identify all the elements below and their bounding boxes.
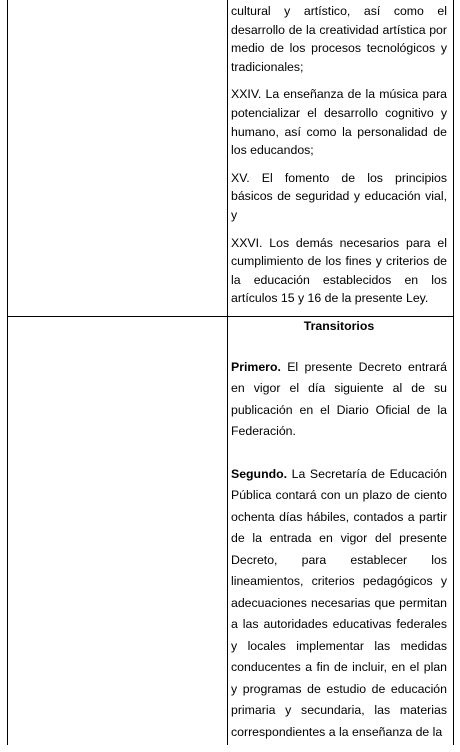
paragraph-continuation: cultural y artístico, así como el desarrollo de la creatividad artística por medio de los procesos tecnológicos y tradicionales; [231, 4, 447, 74]
paragraph-xxiv: XXIV. La enseñanza de la música para potencializar el desarrollo cognitivo y humano, así como la personalidad de los educandos; [231, 87, 447, 158]
table-divider-middle [227, 0, 228, 745]
row1-right-cell [231, 2, 447, 308]
segundo-label: Segundo. [231, 466, 288, 481]
document-table [7, 0, 454, 745]
section-title: Transitorios [303, 319, 375, 333]
row2-right-cell [231, 316, 447, 743]
segundo-text: La Secretaría de Educación Pública contará con un plazo de ciento ochenta días hábiles, contados a partir de la entrada en vigor del presente Decreto, para establecer los lineamientos, criterios pedagógicos y adecuaciones necesarias que permitan a las autoridades educativas federales y locales implementar las medidas conducentes a fin de incluir, en el plan y programas de estudio de educación primaria y secundaria, las materias correspondientes a la enseñanza de la [231, 466, 447, 739]
paragraph-xv: XV. El fomento de los principios básicos de seguridad y educación vial, y [231, 170, 447, 222]
paragraph-xxvi: XXVI. Los demás necesarios para el cumplimiento de los fines y criterios de la educación establecidos en los artículos 15 y 16 de la presente Ley. [231, 235, 447, 306]
article-segundo [231, 464, 447, 744]
article-primero [231, 357, 447, 443]
primero-text: El presente Decreto entrará en vigor el día siguiente al de su publicación en el Diario Oficial de la Federación. [231, 359, 447, 438]
table-border-left [7, 0, 8, 745]
table-border-right [453, 0, 454, 745]
primero-label: Primero. [231, 359, 281, 374]
